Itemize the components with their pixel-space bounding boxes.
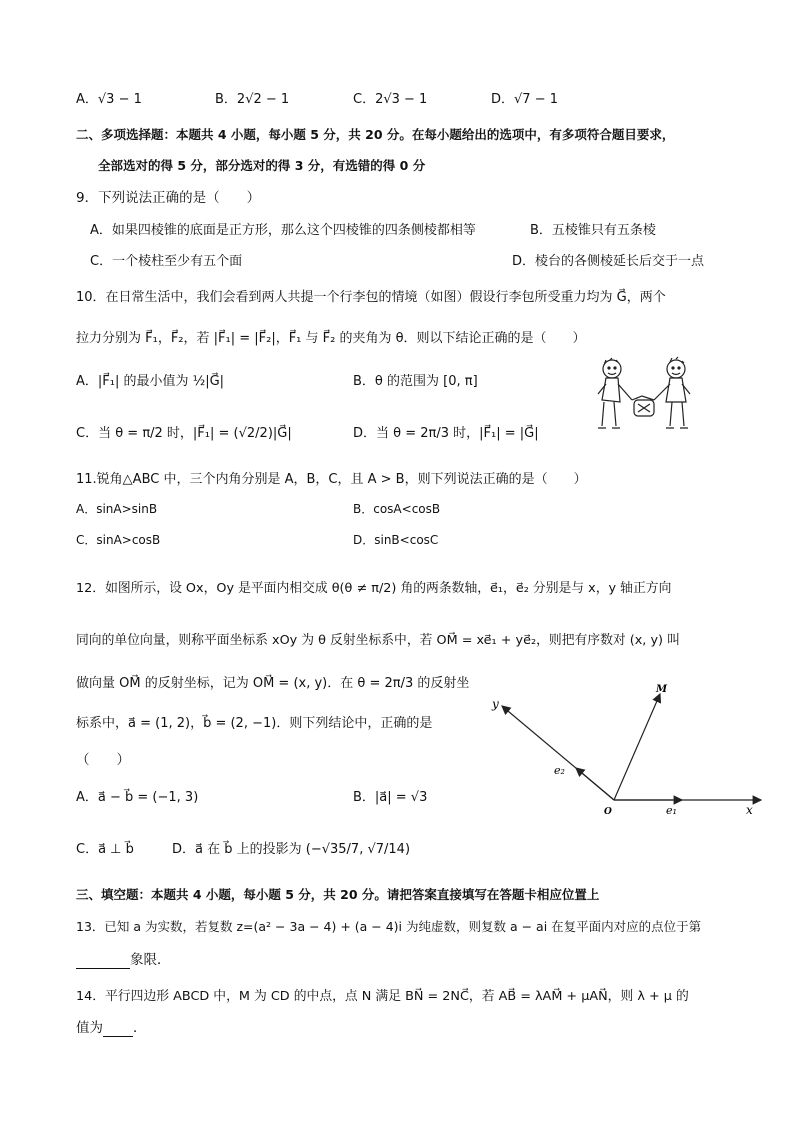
q11-stem: 11.锐角△ABC 中，三个内角分别是 A，B，C，且 A > B，则下列说法正确的是（ ）	[76, 472, 587, 487]
q14-answer-blank	[103, 1020, 133, 1037]
q12-answer-paren: （ ）	[76, 752, 130, 768]
q12-stem-line1: 12．如图所示，设 Ox，Oy 是平面内相交成 θ(θ ≠ π/2) 角的两条数轴，e⃗₁，e⃗₂ 分别是与 x，y 轴正方向	[76, 581, 672, 596]
q9-option-a: A．如果四棱锥的底面是正方形，那么这个四棱锥的四条侧棱都相等	[90, 223, 476, 238]
q11-option-c: C．sinA>cosB	[76, 533, 161, 547]
q12-stem-line4: 标系中，a⃗ = (1, 2)，b⃗ = (2, −1)．则下列结论中，正确的是	[76, 716, 433, 731]
q12-stem-line3: 做向量 OM⃗ 的反射坐标，记为 OM⃗ = (x, y)．在 θ = 2π/3 的反射坐	[76, 676, 470, 691]
q8-option-a: A．√3 − 1	[76, 92, 142, 107]
e2-vector	[576, 768, 614, 800]
q10-option-d: D．当 θ = 2π/3 时，|F⃗₁| = |G⃗|	[353, 426, 539, 441]
q9-stem: 9．下列说法正确的是（ ）	[76, 190, 261, 206]
q14-stem-line2-text: 值为	[76, 1020, 103, 1036]
q13-stem-line1: 13．已知 a 为实数，若复数 z=(a² − 3a − 4) + (a − 4)i 为纯虚数，则复数 a − ai 在复平面内对应的点位于第	[76, 919, 702, 934]
q14-stem-line1: 14．平行四边形 ABCD 中，M 为 CD 的中点，点 N 满足 BN⃗ = 2NC⃗，若 AB⃗ = λAM⃗ + μAN⃗，则 λ + μ 的	[76, 989, 689, 1004]
e2-label: e₂	[554, 764, 565, 777]
q11-option-d: D．sinB<cosC	[353, 533, 439, 547]
section2-heading: 二、多项选择题：本题共 4 小题，每小题 5 分，共 20 分。在每小题给出的选项中，有多项符合题目要求，	[76, 127, 675, 142]
q10-stem-line1: 10．在日常生活中，我们会看到两人共提一个行李包的情境（如图）假设行李包所受重力均为 G⃗，两个	[76, 290, 666, 305]
q8-option-b: B．2√2 − 1	[215, 92, 290, 107]
q12-option-d: D．a⃗ 在 b⃗ 上的投影为 (−√35/7, √7/14)	[172, 842, 411, 857]
oblique-coordinate-figure	[486, 680, 776, 820]
section3-heading: 三、填空题：本题共 4 小题，每小题 5 分，共 20 分。请把答案直接填写在答题卡相应位置上	[76, 887, 600, 902]
q13-answer-blank	[76, 952, 130, 969]
two-people-carrying-bag-illustration	[590, 356, 700, 440]
q8-option-c: C．2√3 − 1	[353, 92, 428, 107]
q9-option-b: B．五棱锥只有五条棱	[530, 223, 656, 238]
q11-option-a: A．sinA>sinB	[76, 502, 158, 516]
q9-option-d: D．棱台的各侧棱延长后交于一点	[512, 254, 705, 269]
q9-option-c: C．一个棱柱至少有五个面	[90, 254, 243, 269]
q14-stem-line2	[76, 1016, 147, 1037]
section2-instruction: 全部选对的得 5 分，部分选对的得 3 分，有选错的得 0 分	[98, 158, 426, 173]
q12-option-c: C．a⃗ ⊥ b⃗	[76, 842, 134, 857]
q10-option-a: A．|F⃗₁| 的最小值为 ½|G⃗|	[76, 374, 225, 389]
om-vector	[614, 694, 660, 800]
q10-option-c: C．当 θ = π/2 时，|F⃗₁| = (√2/2)|G⃗|	[76, 426, 292, 441]
q12-stem-line2: 同向的单位向量，则称平面坐标系 xOy 为 θ 反射坐标系中，若 OM⃗ = xe⃗₁ + ye⃗₂，则把有序数对 (x, y) 叫	[76, 633, 680, 648]
q13-stem-line2	[76, 948, 171, 969]
q10-option-b: B．θ 的范围为 [0, π]	[353, 374, 478, 389]
q10-stem-line2: 拉力分别为 F⃗₁，F⃗₂，若 |F⃗₁| = |F⃗₂|，F⃗₁ 与 F⃗₂ 的夹角为 θ．则以下结论正确的是（ ）	[76, 331, 586, 346]
q14-stem-line2-end: ．	[133, 1020, 147, 1036]
q13-stem-line2-text: 象限．	[130, 952, 171, 968]
q8-option-d: D．√7 − 1	[491, 92, 558, 107]
o-label: O	[604, 807, 612, 817]
m-label: M	[656, 684, 668, 695]
y-axis-label: y	[492, 697, 499, 711]
e1-label: e₁	[666, 804, 677, 817]
x-axis-label: x	[746, 803, 753, 817]
q12-option-b: B．|a⃗| = √3	[353, 790, 428, 805]
q12-option-a: A．a⃗ − b⃗ = (−1, 3)	[76, 790, 199, 805]
q11-option-b: B．cosA<cosB	[353, 502, 441, 516]
